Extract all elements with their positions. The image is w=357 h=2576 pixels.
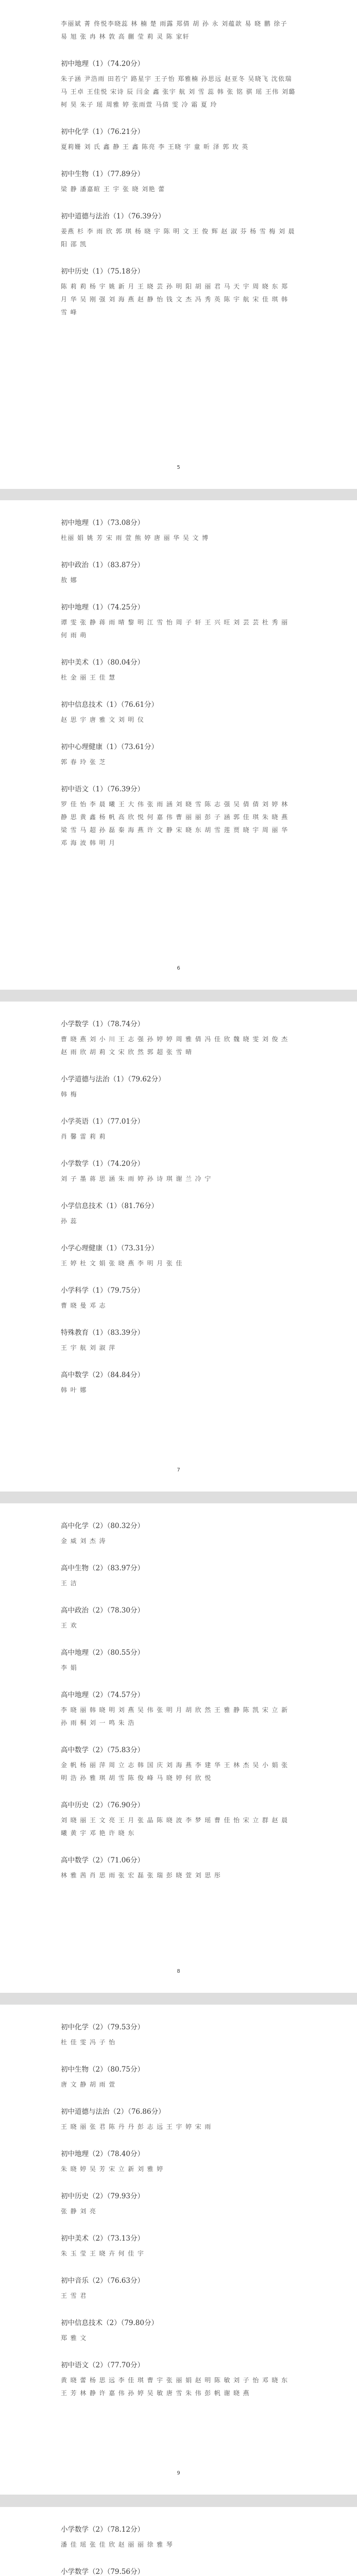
candidate-names: 林 雅 茜 肖 思 雨 张 宏 磊 张 瑞 彭 晓 萱 刘 思 彤 [61, 1872, 222, 1879]
subject-score-heading: 高中历史（2）（76.90分） [61, 1801, 144, 1809]
result-entry [61, 560, 296, 587]
candidate-names: 黄 晓 蕾 杨 思 远 李 佳 琪 曹 宇 张 丽 娟 赵 明 陈 敏 刘 子 怡 邓 晓 东 王 芳 林 静 许 嘉 伟 孙 婷 吴 敏 唐 雪 朱 伟 彭 帆 谢 晓 燕 [61, 2377, 288, 2397]
subject-score-heading: 高中数学（2）（84.84分） [61, 1371, 144, 1379]
subject-score-heading: 初中地理（1）（74.20分） [61, 60, 144, 68]
subject-score-heading: 初中地理（1）（73.08分） [61, 519, 144, 527]
subject-score-heading: 初中信息技术（2）（79.80分） [61, 2319, 158, 2327]
candidate-names: 李丽斌 菁 佟悦李晓蕊 林 楠 楚 雨露 郑倩 胡 孙 永 刘蕴歆 易 晓 鹏 徐子 易 旭 张 冉 林 敦 高 蒯 莹 莉 灵 陈 家轩 [61, 20, 288, 40]
subject-score-heading: 小学信息技术（1）（81.76分） [61, 1202, 158, 1210]
candidate-names: 金 威 刘 杰 涛 [61, 1537, 106, 1545]
result-entry [61, 657, 296, 684]
subject-score-heading: 小学英语（1）（77.01分） [61, 1117, 144, 1126]
subject-score-heading: 高中地理（2）（80.55分） [61, 1649, 144, 1657]
candidate-names: 李 晓 丽 韩 晓 明 刘 燕 吴 伟 张 明 月 胡 欣 然 王 雅 静 陈 凯 宋 立 新 孙 雨 桐 刘 一 鸣 朱 浩 [61, 1706, 288, 1726]
result-entry [61, 1855, 296, 1882]
candidate-names: 韩 梅 [61, 1091, 78, 1098]
result-entry [61, 518, 296, 545]
result-entry [61, 18, 296, 43]
candidate-names: 朱 晓 婷 吴 芳 宋 立 新 刘 雅 婷 [61, 2165, 164, 2173]
document-page [0, 2005, 357, 2495]
candidate-names: 杜丽 娟 姚 芳 宋 雨 萱 熊 婷 唐 丽 华 吴 文 博 [61, 534, 209, 541]
result-entry [61, 1243, 296, 1270]
result-entry [61, 2567, 296, 2576]
result-entry [61, 1116, 296, 1143]
candidate-names: 赵 思 宇 唐 雅 文 刘 明 仪 [61, 716, 145, 723]
candidate-names: 王 雪 君 [61, 2292, 87, 2299]
result-entry [61, 2107, 296, 2133]
result-entry [61, 1690, 296, 1730]
subject-score-heading: 初中美术（2）（73.13分） [61, 2234, 144, 2243]
candidate-names: 罗 佳 怡 李 晨 曦 王 大 伟 张 雨 涵 刘 晓 雪 陈 志 强 吴 倩 倩 刘 婷 林 静 思 黄 鑫 杨 帆 高 欣 悦 何 嘉 伟 曹 丽 丽 彭 子 涵 郭 佳 琪 朱 晓 燕 梁 雪 马 超 孙 磊 秦 海 燕 许 文 静 宋 晓 东 胡 雪 莲 贾 晓 宇 周 丽 华 邓 海 波 韩 明 月 [61, 801, 288, 846]
result-entry [61, 2233, 296, 2260]
candidate-names: 敖 娜 [61, 577, 78, 584]
subject-score-heading: 高中政治（2）（78.30分） [61, 1606, 144, 1615]
subject-score-heading: 小学数学（2）（78.12分） [61, 2526, 144, 2534]
candidate-names: 杜 佳 雯 冯 子 怡 [61, 2039, 116, 2046]
result-entry [61, 700, 296, 726]
subject-score-heading: 初中政治（1）（83.87分） [61, 561, 144, 569]
subject-score-heading: 初中语文（1）（76.39分） [61, 785, 144, 793]
subject-score-heading: 初中地理（1）（74.25分） [61, 603, 144, 612]
subject-score-heading: 初中历史（1）（75.18分） [61, 267, 144, 276]
result-entry [61, 1800, 296, 1840]
candidate-names: 韩 叶 娜 [61, 1386, 87, 1394]
subject-score-heading: 小学心理健康（1）（73.31分） [61, 1244, 158, 1252]
subject-score-heading: 初中化学（1）（76.21分） [61, 128, 144, 136]
result-entry [61, 2276, 296, 2302]
result-entry [61, 2524, 296, 2551]
result-entry [61, 2318, 296, 2345]
candidate-names: 王 欢 [61, 1622, 78, 1629]
result-entry [61, 1285, 296, 1312]
candidate-names: 郭 春 玲 张 芝 [61, 758, 106, 766]
candidate-names: 刘 晓 丽 王 文 亮 王 月 张 晶 陈 晓 波 李 梦 瑶 曹 佳 怡 宋 立 群 赵 晨 曦 黄 宇 邓 艳 许 晓 东 [61, 1817, 288, 1837]
subject-score-heading: 高中化学（2）（80.32分） [61, 1522, 144, 1530]
subject-score-heading: 初中信息技术（1）（76.61分） [61, 701, 158, 709]
candidate-names: 朱子涵 尹浩雨 田若宁 路星宇 王子怡 郑雅楠 孙思远 赵亚冬 吴晓飞 沈依瑞 马 王卓 王佳悦 宋诗 辰 闫金 鑫 张宇 航 刘 雪 蕊 韩 张 铭 骐 瑶 王伟 刘璐 柯 昊 朱子 瑶 周雅 婷 张雨萱 马倩 雯 冷 霜 夏 玲 [61, 75, 296, 108]
subject-score-heading: 高中数学（2）（75.83分） [61, 1746, 144, 1754]
page-number: 8 [177, 1969, 180, 1974]
document-page [0, 2507, 357, 2576]
result-entry [61, 169, 296, 196]
result-entry [61, 742, 296, 769]
subject-score-heading: 特殊教育（1）（83.39分） [61, 1329, 144, 1337]
result-entry [61, 602, 296, 642]
result-entry [61, 1745, 296, 1785]
subject-score-heading: 初中化学（2）（79.53分） [61, 2023, 144, 2031]
subject-score-heading: 小学道德与法治（1）（79.62分） [61, 1075, 165, 1083]
subject-score-heading: 初中生物（2）（80.75分） [61, 2065, 144, 2074]
candidate-names: 王 洁 [61, 1580, 78, 1587]
candidate-names: 陈 莉 莉 杨 宇 姚 新 月 王 晓 芸 孙 明 阳 胡 丽 君 马 天 宇 周 晓 东 郑 月 华 吴 刚 强 刘 海 燕 赵 静 怡 钱 文 杰 冯 秀 英 陈 宇 航 宋 佳 琪 韩 雪 峰 [61, 283, 288, 316]
page-number: 9 [177, 2470, 180, 2476]
document-page [0, 500, 357, 990]
result-entry [61, 1201, 296, 1228]
page-number: 5 [177, 465, 180, 470]
candidate-names: 曹 晓 燕 刘 小 川 王 志 强 孙 婷 婷 周 雅 倩 冯 佳 欣 魏 晓 雯 刘 俊 杰 赵 雨 欣 胡 莉 文 宋 欣 然 郭 超 张 雪 晴 [61, 1036, 288, 1056]
subject-score-heading: 初中地理（2）（78.40分） [61, 2150, 144, 2158]
candidate-names: 杜 金 丽 王 佳 慧 [61, 674, 116, 681]
candidate-names: 潘 佳 瑶 张 佳 欣 赵 丽 丽 徐 雅 琴 [61, 2541, 174, 2548]
candidate-names: 金 帆 杨 丽 萍 周 立 志 韩 国 庆 刘 海 燕 李 建 华 王 林 杰 吴 小 娟 张 明 浩 孙 雅 琪 胡 雪 陈 俊 峰 马 晓 婷 何 欣 悦 [61, 1761, 288, 1782]
result-entry [61, 1370, 296, 1397]
subject-score-heading: 初中心理健康（1）（73.61分） [61, 743, 158, 751]
candidate-names: 姜燕 杉 李 雨 欣 郭 琪 杨 晓 宇 陈 明 文 王 俊 辉 赵 淑 芬 杨 雪 梅 刘 晨 阳 邵 凯 [61, 228, 295, 248]
subject-score-heading: 高中地理（2）（74.57分） [61, 1691, 144, 1699]
candidate-names: 李 娟 [61, 1664, 78, 1671]
page-number: 6 [177, 965, 180, 971]
result-entry [61, 1563, 296, 1590]
result-entry [61, 127, 296, 154]
candidate-names: 肖 馨 雷 莉 莉 [61, 1133, 106, 1140]
candidate-names: 梁 静 潘嘉暄 王 宇 张 晓 刘艳 蕾 [61, 185, 165, 193]
candidate-names: 王 晓 丽 张 君 陈 丹 丹 彭 志 远 王 宇 婷 宋 雨 [61, 2123, 212, 2130]
subject-score-heading: 初中道德与法治（2）（76.86分） [61, 2108, 165, 2116]
subject-score-heading: 小学数学（1）（78.74分） [61, 1020, 144, 1028]
result-entry [61, 1019, 296, 1059]
candidate-names: 王 婷 杜 文 娟 张 晓 燕 李 明 月 张 佳 [61, 1260, 183, 1267]
result-entry [61, 1648, 296, 1674]
candidate-names: 曹 晓 曼 邓 志 [61, 1302, 106, 1309]
result-entry [61, 59, 296, 111]
result-entry [61, 211, 296, 251]
subject-score-heading: 初中生物（1）（77.89分） [61, 170, 144, 178]
result-entry [61, 1605, 296, 1632]
subject-score-heading: 初中音乐（2）（76.63分） [61, 2277, 144, 2285]
subject-score-heading: 小学科学（1）（79.75分） [61, 1286, 144, 1295]
candidate-names: 谭 雯 张 静 蒋 雨 晴 黎 明 江 雪 怡 周 子 轩 王 兴 旺 刘 芸 芸 杜 秀 丽 何 雨 萌 [61, 619, 288, 639]
candidate-names: 王 宇 航 刘 淑 萍 [61, 1344, 116, 1351]
result-entry [61, 266, 296, 319]
subject-score-heading: 初中道德与法治（1）（76.39分） [61, 212, 165, 221]
result-entry [61, 1328, 296, 1354]
candidate-names: 夏莉姗 刘 氏 鑫 静 王 鑫 陈亮 李 王晓 宇 童 昕 泽 郭 玫 英 [61, 143, 249, 150]
candidate-names: 郑 雅 文 [61, 2334, 87, 2342]
page-number: 7 [177, 1467, 180, 1473]
subject-score-heading: 小学数学（1）（74.20分） [61, 1160, 144, 1168]
result-entry [61, 2191, 296, 2218]
document-page [0, 0, 357, 489]
candidate-names: 刘 子 墨 蒋 思 涵 朱 雨 婷 孙 诗 琪 谢 兰 冷 宁 [61, 1175, 212, 1182]
subject-score-heading: 高中生物（2）（83.97分） [61, 1564, 144, 1572]
document-page [0, 1503, 357, 1993]
result-entry [61, 2149, 296, 2176]
candidate-names: 张 静 刘 亮 [61, 2208, 97, 2215]
candidate-names: 朱 玉 莹 王 晓 卉 何 佳 宇 [61, 2250, 145, 2257]
result-entry [61, 1521, 296, 1548]
result-entry [61, 1159, 296, 1185]
result-entry [61, 2064, 296, 2091]
subject-score-heading: 小学数学（2）（79.56分） [61, 2568, 144, 2576]
document-page [0, 1002, 357, 1492]
subject-score-heading: 初中历史（2）（79.93分） [61, 2192, 144, 2200]
result-entry [61, 784, 296, 850]
subject-score-heading: 高中数学（2）（71.06分） [61, 1856, 144, 1865]
subject-score-heading: 初中语文（2）（77.70分） [61, 2361, 144, 2369]
candidate-names: 孙 蕊 [61, 1217, 78, 1225]
result-entry [61, 1074, 296, 1101]
result-entry [61, 2022, 296, 2049]
result-entry [61, 2360, 296, 2400]
candidate-names: 唐 文 静 胡 雨 萱 [61, 2081, 116, 2088]
subject-score-heading: 初中美术（1）（80.04分） [61, 658, 144, 667]
